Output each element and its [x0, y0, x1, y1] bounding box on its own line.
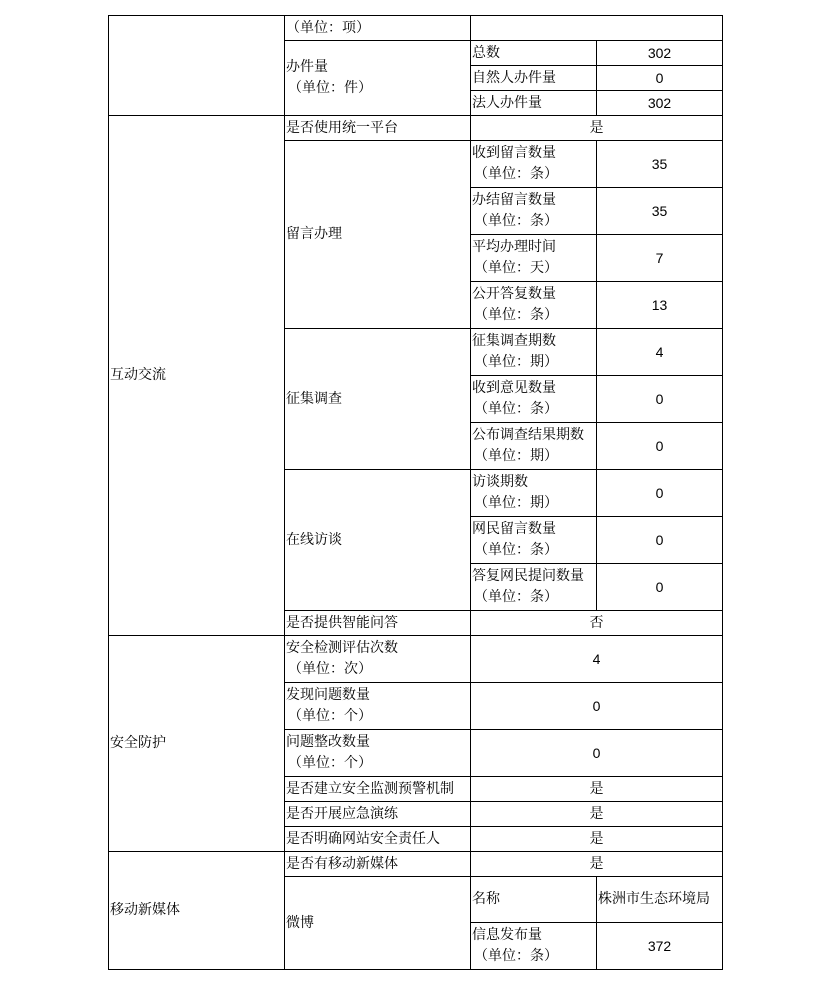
opinions-cell [471, 376, 597, 423]
handled-label: 办结留言数量 [472, 192, 556, 208]
empty-category-cell [109, 16, 285, 116]
checks-cell [285, 636, 471, 683]
checks-value: 4 [471, 636, 723, 683]
unit-item-text: （单位：项） [286, 19, 370, 36]
answers-cell [471, 564, 597, 611]
interview-periods-cell [471, 470, 597, 517]
avg-time-cell [471, 235, 597, 282]
checks-label: 安全检测评估次数 [286, 640, 398, 656]
interview-label: 在线访谈 [285, 470, 471, 611]
posts-label: 信息发布量 [472, 927, 542, 943]
table-row [109, 116, 723, 141]
handled-unit: （单位：条） [474, 213, 558, 229]
natural-label: 自然人办件量 [471, 66, 597, 91]
survey-results-cell [471, 423, 597, 470]
handled-cell [471, 188, 597, 235]
handling-unit: （单位：件） [288, 80, 372, 96]
avg-time-value: 7 [597, 235, 723, 282]
interview-periods-label: 访谈期数 [472, 474, 528, 490]
survey-results-value: 0 [597, 423, 723, 470]
name-value: 株洲市生态环境局 [597, 877, 723, 923]
interview-periods-value: 0 [597, 470, 723, 517]
has-media-value: 是 [471, 852, 723, 877]
unit-item-cell [285, 16, 471, 41]
answers-value: 0 [597, 564, 723, 611]
public-reply-value: 13 [597, 282, 723, 329]
issues-unit: （单位：个） [288, 708, 372, 724]
received-cell [471, 141, 597, 188]
name-label: 名称 [471, 877, 597, 923]
table-row [109, 636, 723, 683]
survey-periods-label: 征集调查期数 [472, 333, 556, 349]
empty-value-cell [471, 16, 723, 41]
avg-time-unit: （单位：天） [474, 260, 558, 276]
issues-cell [285, 683, 471, 730]
smart-qa-label: 是否提供智能问答 [285, 611, 471, 636]
total-label: 总数 [471, 41, 597, 66]
answers-unit: （单位：条） [474, 589, 558, 605]
natural-value: 0 [597, 66, 723, 91]
drill-value: 是 [471, 802, 723, 827]
netizen-value: 0 [597, 517, 723, 564]
public-reply-unit: （单位：条） [474, 307, 558, 323]
avg-time-label: 平均办理时间 [472, 239, 556, 255]
warning-label: 是否建立安全监测预警机制 [285, 777, 471, 802]
drill-label: 是否开展应急演练 [285, 802, 471, 827]
warning-value: 是 [471, 777, 723, 802]
opinions-value: 0 [597, 376, 723, 423]
public-reply-label: 公开答复数量 [472, 286, 556, 302]
opinions-unit: （单位：条） [474, 401, 558, 417]
issues-label: 发现问题数量 [286, 687, 370, 703]
legal-label: 法人办件量 [471, 91, 597, 116]
survey-label: 征集调查 [285, 329, 471, 470]
security-category: 安全防护 [109, 636, 285, 852]
public-reply-cell [471, 282, 597, 329]
interview-periods-unit: （单位：期） [474, 495, 558, 511]
handling-label-cell [285, 41, 471, 116]
netizen-label: 网民留言数量 [472, 521, 556, 537]
issues-value: 0 [471, 683, 723, 730]
responsible-label: 是否明确网站安全责任人 [285, 827, 471, 852]
has-media-label: 是否有移动新媒体 [285, 852, 471, 877]
answers-label: 答复网民提问数量 [472, 568, 584, 584]
report-table [108, 15, 723, 970]
checks-unit: （单位：次） [288, 661, 372, 677]
table-row [109, 852, 723, 877]
messages-label: 留言办理 [285, 141, 471, 329]
received-unit: （单位：条） [474, 166, 558, 182]
received-label: 收到留言数量 [472, 145, 556, 161]
responsible-value: 是 [471, 827, 723, 852]
netizen-cell [471, 517, 597, 564]
survey-results-label: 公布调查结果期数 [472, 427, 584, 443]
fixed-cell [285, 730, 471, 777]
netizen-unit: （单位：条） [474, 542, 558, 558]
posts-value: 372 [597, 923, 723, 970]
handling-label: 办件量 [286, 59, 328, 75]
fixed-label: 问题整改数量 [286, 734, 370, 750]
legal-value: 302 [597, 91, 723, 116]
weibo-label: 微博 [285, 877, 471, 970]
received-value: 35 [597, 141, 723, 188]
opinions-label: 收到意见数量 [472, 380, 556, 396]
unified-platform-value: 是 [471, 116, 723, 141]
interaction-category: 互动交流 [109, 116, 285, 636]
handled-value: 35 [597, 188, 723, 235]
survey-results-unit: （单位：期） [474, 448, 558, 464]
total-value: 302 [597, 41, 723, 66]
posts-cell [471, 923, 597, 970]
unified-platform-label: 是否使用统一平台 [285, 116, 471, 141]
survey-periods-unit: （单位：期） [474, 354, 558, 370]
smart-qa-value: 否 [471, 611, 723, 636]
media-category: 移动新媒体 [109, 852, 285, 970]
fixed-value: 0 [471, 730, 723, 777]
survey-periods-value: 4 [597, 329, 723, 376]
table-row [109, 16, 723, 41]
fixed-unit: （单位：个） [288, 755, 372, 771]
posts-unit: （单位：条） [474, 948, 558, 964]
survey-periods-cell [471, 329, 597, 376]
